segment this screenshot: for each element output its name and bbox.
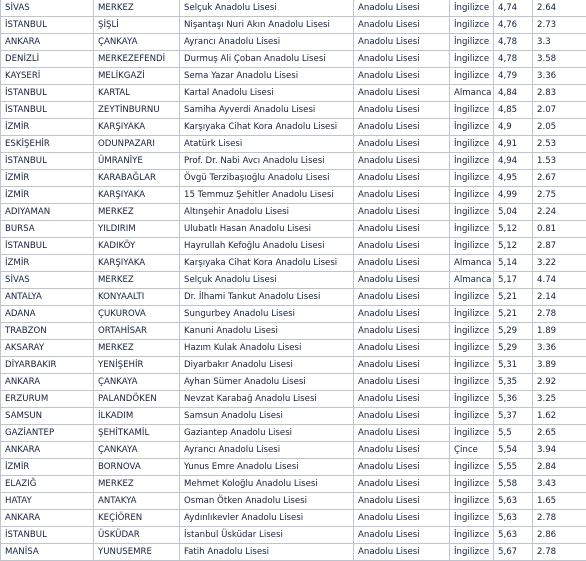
school-name-cell: Karşıyaka Cihat Kora Anadolu Lisesi: [180, 255, 354, 272]
table-row: [1, 340, 586, 357]
table-row: [1, 153, 586, 170]
language-cell: İngilizce: [450, 459, 494, 476]
city-cell: TRABZON: [1, 323, 94, 340]
district-cell: KARŞIYAKA: [94, 187, 180, 204]
score-cell: 4,94: [494, 153, 533, 170]
city-cell: İZMİR: [1, 255, 94, 272]
score-cell: 4,99: [494, 187, 533, 204]
score-cell: 5,21: [494, 289, 533, 306]
table-row: [1, 493, 586, 510]
school-name-cell: Hayrullah Kefoğlu Anadolu Lisesi: [180, 238, 354, 255]
school-type-cell: Anadolu Lisesi: [354, 17, 450, 34]
percentile-cell: 3.22: [533, 255, 586, 272]
school-type-cell: Anadolu Lisesi: [354, 476, 450, 493]
table-row: [1, 527, 586, 544]
school-type-cell: Anadolu Lisesi: [354, 425, 450, 442]
percentile-cell: 3.94: [533, 442, 586, 459]
table-row: [1, 221, 586, 238]
school-name-cell: Atatürk Lisesi: [180, 136, 354, 153]
school-name-cell: Fatih Anadolu Lisesi: [180, 544, 354, 561]
school-type-cell: Anadolu Lisesi: [354, 0, 450, 17]
school-type-cell: Anadolu Lisesi: [354, 374, 450, 391]
district-cell: ŞİŞLİ: [94, 17, 180, 34]
school-name-cell: Mehmet Koloğlu Anadolu Lisesi: [180, 476, 354, 493]
percentile-cell: 3.89: [533, 357, 586, 374]
language-cell: İngilizce: [450, 187, 494, 204]
school-type-cell: Anadolu Lisesi: [354, 153, 450, 170]
percentile-cell: 1.89: [533, 323, 586, 340]
district-cell: MELİKGAZİ: [94, 68, 180, 85]
score-cell: 5,63: [494, 527, 533, 544]
district-cell: KARŞIYAKA: [94, 255, 180, 272]
table-row: [1, 51, 586, 68]
school-name-cell: Kanuni Anadolu Lisesi: [180, 323, 354, 340]
percentile-cell: 2.86: [533, 527, 586, 544]
district-cell: MERKEZ: [94, 340, 180, 357]
city-cell: İZMİR: [1, 459, 94, 476]
district-cell: MERKEZ: [94, 476, 180, 493]
score-cell: 4,91: [494, 136, 533, 153]
school-type-cell: Anadolu Lisesi: [354, 85, 450, 102]
school-name-cell: Ayrancı Anadolu Lisesi: [180, 34, 354, 51]
percentile-cell: 2.87: [533, 238, 586, 255]
score-cell: 5,54: [494, 442, 533, 459]
city-cell: ANKARA: [1, 34, 94, 51]
percentile-cell: 2.75: [533, 187, 586, 204]
score-cell: 5,29: [494, 323, 533, 340]
score-cell: 5,67: [494, 544, 533, 561]
percentile-cell: 2.14: [533, 289, 586, 306]
school-type-cell: Anadolu Lisesi: [354, 323, 450, 340]
school-name-cell: Sema Yazar Anadolu Lisesi: [180, 68, 354, 85]
school-type-cell: Anadolu Lisesi: [354, 544, 450, 561]
school-name-cell: Selçuk Anadolu Lisesi: [180, 272, 354, 289]
district-cell: ZEYTİNBURNU: [94, 102, 180, 119]
school-name-cell: Ayhan Sümer Anadolu Lisesi: [180, 374, 354, 391]
school-name-cell: Ayrancı Anadolu Lisesi: [180, 442, 354, 459]
district-cell: MERKEZ: [94, 272, 180, 289]
school-name-cell: Samsun Anadolu Lisesi: [180, 408, 354, 425]
percentile-cell: 2.92: [533, 374, 586, 391]
language-cell: İngilizce: [450, 221, 494, 238]
table-row: [1, 510, 586, 527]
district-cell: PALANDÖKEN: [94, 391, 180, 408]
score-cell: 4,74: [494, 0, 533, 17]
city-cell: ANKARA: [1, 510, 94, 527]
city-cell: İSTANBUL: [1, 238, 94, 255]
school-type-cell: Anadolu Lisesi: [354, 51, 450, 68]
district-cell: ANTAKYA: [94, 493, 180, 510]
school-type-cell: Anadolu Lisesi: [354, 221, 450, 238]
language-cell: Almanca: [450, 272, 494, 289]
district-cell: MERKEZ: [94, 0, 180, 17]
table-row: [1, 544, 586, 561]
percentile-cell: 2.83: [533, 85, 586, 102]
district-cell: ÜMRANİYE: [94, 153, 180, 170]
language-cell: İngilizce: [450, 425, 494, 442]
district-cell: KADIKÖY: [94, 238, 180, 255]
district-cell: ÇANKAYA: [94, 442, 180, 459]
school-name-cell: Osman Ötken Anadolu Lisesi: [180, 493, 354, 510]
district-cell: KEÇİÖREN: [94, 510, 180, 527]
percentile-cell: 2.64: [533, 0, 586, 17]
school-name-cell: Samiha Ayverdi Anadolu Lisesi: [180, 102, 354, 119]
table-row: [1, 357, 586, 374]
city-cell: İSTANBUL: [1, 527, 94, 544]
score-cell: 4,95: [494, 170, 533, 187]
city-cell: İSTANBUL: [1, 85, 94, 102]
city-cell: İSTANBUL: [1, 153, 94, 170]
language-cell: İngilizce: [450, 238, 494, 255]
language-cell: İngilizce: [450, 17, 494, 34]
percentile-cell: 2.73: [533, 17, 586, 34]
score-cell: 4,84: [494, 85, 533, 102]
school-type-cell: Anadolu Lisesi: [354, 34, 450, 51]
district-cell: ÇANKAYA: [94, 34, 180, 51]
language-cell: İngilizce: [450, 391, 494, 408]
school-name-cell: Yunus Emre Anadolu Lisesi: [180, 459, 354, 476]
school-name-cell: Gaziantep Anadolu Lisesi: [180, 425, 354, 442]
school-type-cell: Anadolu Lisesi: [354, 289, 450, 306]
district-cell: ŞEHİTKAMİL: [94, 425, 180, 442]
table-row: [1, 374, 586, 391]
district-cell: ODUNPAZARI: [94, 136, 180, 153]
score-cell: 4,79: [494, 68, 533, 85]
language-cell: Çince: [450, 442, 494, 459]
language-cell: İngilizce: [450, 34, 494, 51]
score-cell: 5,63: [494, 510, 533, 527]
score-cell: 5,37: [494, 408, 533, 425]
school-name-cell: Selçuk Anadolu Lisesi: [180, 0, 354, 17]
percentile-cell: 2.53: [533, 136, 586, 153]
percentile-cell: 3.43: [533, 476, 586, 493]
table-row: [1, 187, 586, 204]
score-cell: 5,58: [494, 476, 533, 493]
city-cell: MANİSA: [1, 544, 94, 561]
district-cell: KONYAALTI: [94, 289, 180, 306]
language-cell: İngilizce: [450, 119, 494, 136]
table-row: [1, 102, 586, 119]
city-cell: ADIYAMAN: [1, 204, 94, 221]
table-row: [1, 68, 586, 85]
city-cell: ADANA: [1, 306, 94, 323]
table-row: [1, 442, 586, 459]
score-cell: 5,55: [494, 459, 533, 476]
district-cell: KARABAĞLAR: [94, 170, 180, 187]
district-cell: İLKADIM: [94, 408, 180, 425]
city-cell: ANKARA: [1, 374, 94, 391]
city-cell: ANKARA: [1, 442, 94, 459]
table-row: [1, 136, 586, 153]
school-type-cell: Anadolu Lisesi: [354, 306, 450, 323]
school-type-cell: Anadolu Lisesi: [354, 391, 450, 408]
district-cell: MERKEZEFENDİ: [94, 51, 180, 68]
school-name-cell: 15 Temmuz Şehitler Anadolu Lisesi: [180, 187, 354, 204]
district-cell: BORNOVA: [94, 459, 180, 476]
school-type-cell: Anadolu Lisesi: [354, 527, 450, 544]
school-name-cell: Aydınlıkevler Anadolu Lisesi: [180, 510, 354, 527]
percentile-cell: 2.78: [533, 510, 586, 527]
score-cell: 5,63: [494, 493, 533, 510]
school-type-cell: Anadolu Lisesi: [354, 272, 450, 289]
language-cell: İngilizce: [450, 510, 494, 527]
city-cell: SAMSUN: [1, 408, 94, 425]
district-cell: ÇANKAYA: [94, 374, 180, 391]
table-row: [1, 476, 586, 493]
table-row: [1, 204, 586, 221]
school-type-cell: Anadolu Lisesi: [354, 357, 450, 374]
table-row: [1, 323, 586, 340]
district-cell: YUNUSEMRE: [94, 544, 180, 561]
score-cell: 5,29: [494, 340, 533, 357]
table-row: [1, 255, 586, 272]
table-row: [1, 391, 586, 408]
language-cell: İngilizce: [450, 323, 494, 340]
language-cell: İngilizce: [450, 153, 494, 170]
table-row: [1, 170, 586, 187]
school-type-cell: Anadolu Lisesi: [354, 170, 450, 187]
table-row: [1, 408, 586, 425]
language-cell: İngilizce: [450, 357, 494, 374]
language-cell: İngilizce: [450, 51, 494, 68]
city-cell: GAZİANTEP: [1, 425, 94, 442]
city-cell: AKSARAY: [1, 340, 94, 357]
school-name-cell: Kartal Anadolu Lisesi: [180, 85, 354, 102]
score-cell: 4,76: [494, 17, 533, 34]
city-cell: SİVAS: [1, 0, 94, 17]
school-name-cell: Hazım Kulak Anadolu Lisesi: [180, 340, 354, 357]
school-name-cell: Dr. İlhami Tankut Anadolu Lisesi: [180, 289, 354, 306]
percentile-cell: 3.36: [533, 68, 586, 85]
language-cell: İngilizce: [450, 102, 494, 119]
school-name-cell: Sungurbey Anadolu Lisesi: [180, 306, 354, 323]
table-row: [1, 289, 586, 306]
table-row: [1, 17, 586, 34]
school-type-cell: Anadolu Lisesi: [354, 459, 450, 476]
city-cell: ESKİŞEHİR: [1, 136, 94, 153]
score-cell: 5,21: [494, 306, 533, 323]
score-cell: 4,78: [494, 34, 533, 51]
percentile-cell: 2.67: [533, 170, 586, 187]
percentile-cell: 0.81: [533, 221, 586, 238]
percentile-cell: 3.25: [533, 391, 586, 408]
language-cell: İngilizce: [450, 374, 494, 391]
language-cell: İngilizce: [450, 306, 494, 323]
district-cell: ÇUKUROVA: [94, 306, 180, 323]
school-name-cell: Nişantaşı Nuri Akın Anadolu Lisesi: [180, 17, 354, 34]
score-cell: 5,12: [494, 238, 533, 255]
language-cell: İngilizce: [450, 170, 494, 187]
language-cell: İngilizce: [450, 544, 494, 561]
score-cell: 5,36: [494, 391, 533, 408]
score-cell: 5,17: [494, 272, 533, 289]
city-cell: HATAY: [1, 493, 94, 510]
city-cell: İZMİR: [1, 170, 94, 187]
city-cell: DENİZLİ: [1, 51, 94, 68]
school-type-cell: Anadolu Lisesi: [354, 187, 450, 204]
table-row: [1, 85, 586, 102]
school-name-cell: Prof. Dr. Nabi Avcı Anadolu Lisesi: [180, 153, 354, 170]
school-name-cell: Diyarbakır Anadolu Lisesi: [180, 357, 354, 374]
school-type-cell: Anadolu Lisesi: [354, 510, 450, 527]
language-cell: İngilizce: [450, 340, 494, 357]
score-cell: 5,31: [494, 357, 533, 374]
school-name-cell: Karşıyaka Cihat Kora Anadolu Lisesi: [180, 119, 354, 136]
table-row: [1, 425, 586, 442]
school-type-cell: Anadolu Lisesi: [354, 255, 450, 272]
table-row: [1, 34, 586, 51]
district-cell: KARŞIYAKA: [94, 119, 180, 136]
school-type-cell: Anadolu Lisesi: [354, 204, 450, 221]
school-type-cell: Anadolu Lisesi: [354, 136, 450, 153]
school-name-cell: Ulubatlı Hasan Anadolu Lisesi: [180, 221, 354, 238]
language-cell: İngilizce: [450, 68, 494, 85]
percentile-cell: 4.74: [533, 272, 586, 289]
district-cell: YILDIRIM: [94, 221, 180, 238]
percentile-cell: 2.84: [533, 459, 586, 476]
school-name-cell: Övgü Terzibaşıoğlu Anadolu Lisesi: [180, 170, 354, 187]
language-cell: Almanca: [450, 85, 494, 102]
city-cell: ERZURUM: [1, 391, 94, 408]
district-cell: MERKEZ: [94, 204, 180, 221]
percentile-cell: 2.78: [533, 544, 586, 561]
school-type-cell: Anadolu Lisesi: [354, 68, 450, 85]
percentile-cell: 1.53: [533, 153, 586, 170]
school-type-cell: Anadolu Lisesi: [354, 493, 450, 510]
school-type-cell: Anadolu Lisesi: [354, 119, 450, 136]
percentile-cell: 2.65: [533, 425, 586, 442]
school-name-cell: Durmuş Ali Çoban Anadolu Lisesi: [180, 51, 354, 68]
percentile-cell: 3.3: [533, 34, 586, 51]
language-cell: İngilizce: [450, 476, 494, 493]
city-cell: KAYSERİ: [1, 68, 94, 85]
city-cell: SİVAS: [1, 272, 94, 289]
language-cell: İngilizce: [450, 493, 494, 510]
city-cell: İZMİR: [1, 187, 94, 204]
school-name-cell: Nevzat Karabağ Anadolu Lisesi: [180, 391, 354, 408]
percentile-cell: 3.58: [533, 51, 586, 68]
city-cell: ANTALYA: [1, 289, 94, 306]
language-cell: İngilizce: [450, 408, 494, 425]
district-cell: YENİŞEHİR: [94, 357, 180, 374]
language-cell: İngilizce: [450, 204, 494, 221]
score-cell: 5,12: [494, 221, 533, 238]
school-name-cell: İstanbul Üsküdar Lisesi: [180, 527, 354, 544]
city-cell: İSTANBUL: [1, 17, 94, 34]
language-cell: İngilizce: [450, 136, 494, 153]
score-cell: 4,85: [494, 102, 533, 119]
score-cell: 4,78: [494, 51, 533, 68]
percentile-cell: 1.62: [533, 408, 586, 425]
percentile-cell: 2.78: [533, 306, 586, 323]
district-cell: ORTAHİSAR: [94, 323, 180, 340]
table-row: [1, 119, 586, 136]
language-cell: İngilizce: [450, 0, 494, 17]
score-cell: 4,9: [494, 119, 533, 136]
table-row: [1, 238, 586, 255]
district-cell: ÜSKÜDAR: [94, 527, 180, 544]
score-cell: 5,5: [494, 425, 533, 442]
city-cell: İZMİR: [1, 119, 94, 136]
percentile-cell: 1.65: [533, 493, 586, 510]
percentile-cell: 3.36: [533, 340, 586, 357]
school-type-cell: Anadolu Lisesi: [354, 408, 450, 425]
city-cell: İSTANBUL: [1, 102, 94, 119]
language-cell: Almanca: [450, 255, 494, 272]
school-type-cell: Anadolu Lisesi: [354, 442, 450, 459]
percentile-cell: 2.07: [533, 102, 586, 119]
table-body: [1, 0, 586, 561]
table-row: [1, 306, 586, 323]
school-type-cell: Anadolu Lisesi: [354, 340, 450, 357]
percentile-cell: 2.05: [533, 119, 586, 136]
language-cell: İngilizce: [450, 527, 494, 544]
table-row: [1, 459, 586, 476]
city-cell: DİYARBAKIR: [1, 357, 94, 374]
language-cell: İngilizce: [450, 289, 494, 306]
school-type-cell: Anadolu Lisesi: [354, 102, 450, 119]
score-cell: 5,14: [494, 255, 533, 272]
school-type-cell: Anadolu Lisesi: [354, 238, 450, 255]
school-name-cell: Altınşehir Anadolu Lisesi: [180, 204, 354, 221]
score-cell: 5,04: [494, 204, 533, 221]
percentile-cell: 2.24: [533, 204, 586, 221]
city-cell: ELAZIĞ: [1, 476, 94, 493]
table-row: [1, 272, 586, 289]
city-cell: BURSA: [1, 221, 94, 238]
table-row: [1, 0, 586, 17]
score-cell: 5,35: [494, 374, 533, 391]
district-cell: KARTAL: [94, 85, 180, 102]
